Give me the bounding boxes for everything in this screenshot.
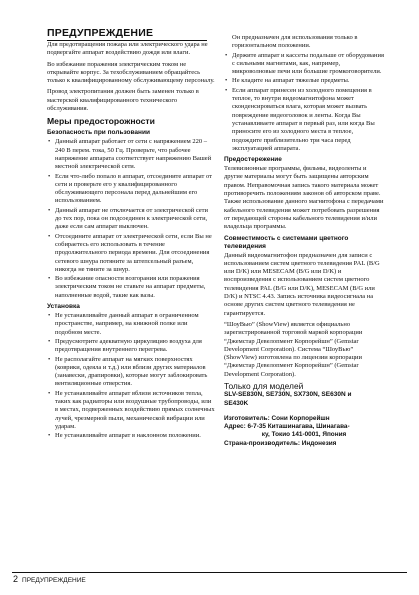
- caution-heading: Предостережение: [224, 156, 282, 164]
- compat-heading: Совместимость с системами цветного телевидения: [224, 234, 349, 250]
- models-list: [224, 391, 384, 407]
- list-item: • Не устанавливайте аппарат вблизи источников тепла, таких как радиаторы или воздушные трубопроводы, или в местах, подверженных воздействию прямых солнечных лучей, чрезмерной пыли, механической вибрации или ударам.: [47, 390, 215, 431]
- list-item: • Не устанавливайте аппарат в наклонном положении.: [47, 432, 215, 440]
- list-item: • Данный аппарат не отключается от электрической сети до тех пор, пока он подсоединен к электрической сети, даже если сам аппарат выключен.: [47, 207, 215, 232]
- safety-heading: Безопасность при пользовании: [47, 129, 150, 137]
- safety-list: [47, 138, 215, 300]
- intro-paragraph: Во избежание поражения электрическим током не открывайте корпус. За техобслуживанием обращайтесь только к квалифицированному обслуживающему персоналу.: [47, 60, 215, 85]
- list-item: • Если что-либо попало в аппарат, отсоедините аппарат от сети и проверьте его у квалифицированного обслуживающего персонала перед дальнейшим его использованием.: [47, 173, 215, 206]
- showview-paragraph: “ШоуВью” (ShowView) является официально зарегистрированной торговой маркой корпорации “Джемстар Девелопмент Корпорейшн” (Gemstar Development Corporation). Система “ШоуВью” (ShowView) изготовлена по лицензии корпорации “Джемстар Девелопмент Корпорейшн” (Gemstar Development Corporation).: [224, 320, 363, 378]
- models-line: SLV-SE830N, SE730N, SX730N, SE630N и: [224, 391, 352, 399]
- intro-paragraph: Для предотвращения пожара или электрического удара не подвергайте аппарат воздействию дождя или влаги.: [47, 41, 208, 57]
- install-list: [47, 312, 215, 440]
- page-number: 2: [13, 574, 19, 584]
- compat-paragraph: Данный видеомагнитофон предназначен для записи с использованием систем цветного телевидения PAL (B/G или D/K) или MESECAM (B/G или D/K) и воспроизведения с использованием систем цветного телевидения PAL (B/G или D/K), MESECAM (B/G или D/K) и NTSC 4.43. Запись источника видеосигнала на основе других систем цветного телевидения не гарантируется.: [224, 251, 380, 317]
- list-item: • Предусмотрите адекватную циркуляцию воздуха для предотвращения внутреннего перегрева.: [47, 338, 215, 355]
- precautions-heading: Меры предосторожности: [47, 116, 155, 127]
- list-item: • Держите аппарат и кассеты подальше от оборудования с сильными магнитами, как, например, микроволновые печи или большие громкоговорители.: [224, 52, 384, 77]
- models-heading: Только для моделей: [224, 380, 304, 391]
- caution-paragraph: Телевизионные программы, фильмы, видеоленты и другие материалы могут быть защищены авторским правом. Неправомочная запись такого материала может противоречить положениям законов об авторском праве. Также использование данного магнитофона с передачами кабельного телевидения может потребовать разрешения от передающей стороны кабельного телевидения и/или владельца программы.: [224, 165, 384, 231]
- left-column: [47, 41, 215, 571]
- footer-rule: [12, 572, 407, 573]
- list-item: • Если аппарат принесен из холодного помещения в теплое, то внутри видеомагнитофона может сконденсироваться влага, которая может вызвать повреждение видеоголовок и ленты. Когда Вы устанавливаете аппарат в первый раз, или когда Вы приносите его из холодного места в теплое, подождите приблизительно три часа перед эксплуатацией аппарата.: [224, 87, 384, 153]
- country-of-origin: Страна-производитель: Индонезия: [224, 439, 337, 447]
- right-column: [224, 34, 384, 564]
- list-item: • Не располагайте аппарат на мягких поверхностях (коврики, одеяла и т.д.) или вблизи других материалов (занавески, драпировки), которые могут заблокировать вентиляционные отверстия.: [47, 356, 215, 389]
- footer-section: ПРЕДУПРЕЖДЕНИЕ: [22, 577, 86, 584]
- list-item: • Данный аппарат работает от сети с напряжением 220 – 240 В перем. тока, 50 Гц. Проверьте, что рабочее напряжение аппарата соответствует напряжению Вашей местной электрической сети.: [47, 138, 215, 171]
- install-list-continued: [224, 34, 384, 153]
- intro-paragraph: Провод электропитания должен быть заменен только в мастерской квалифицированного технического обслуживания.: [47, 88, 199, 113]
- manufacturer: Изготовитель: Сони Корпорейшн: [224, 414, 330, 422]
- models-line: SE430K: [224, 399, 249, 407]
- page-footer: [13, 575, 86, 585]
- list-item: • Не устанавливайте данный аппарат в ограниченном пространстве, например, на книжной полке или подобном месте.: [47, 312, 215, 337]
- list-item: • Во избежание опасности возгорания или поражения электрическим током не ставьте на аппарат предметы, наполненные водой, такие как вазы.: [47, 275, 215, 300]
- list-item-continued: Он предназначен для использования только в горизонтальном положении.: [232, 34, 358, 50]
- page-title: ПРЕДУПРЕЖДЕНИЕ: [47, 27, 207, 41]
- install-heading: Установка: [47, 303, 80, 311]
- address-line: Адрес: 6-7-35 Киташинагава, Шинагава-: [224, 423, 350, 431]
- list-item: • Отсоедините аппарат от электрической сети, если Вы не собираетесь его использовать в течение продолжительного периода времени. Для отсоединения сетевого шнура потяните за штепсельный разъем, никогда не тяните за шнур.: [47, 233, 215, 274]
- list-item: • Не кладите на аппарат тяжелые предметы.: [224, 77, 384, 85]
- address-line: ку, Токио 141-0001, Япония: [261, 431, 347, 439]
